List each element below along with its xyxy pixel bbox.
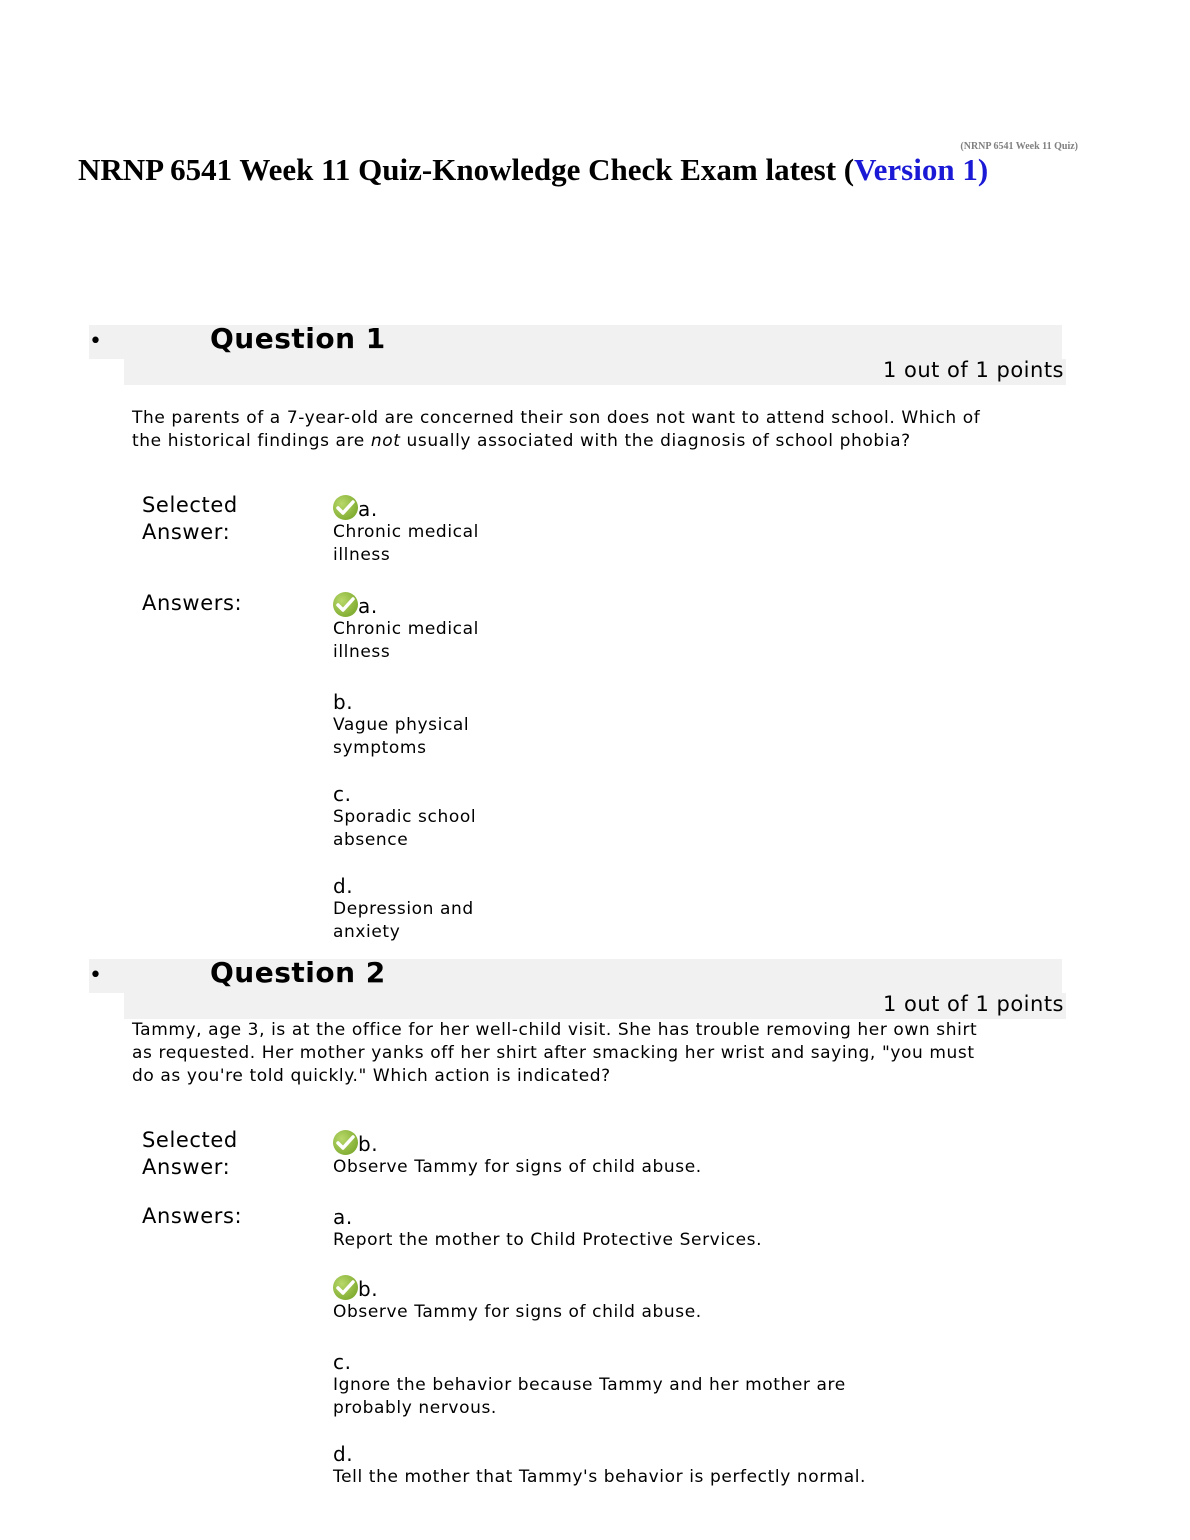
- answers-label: Answers:: [142, 1204, 243, 1228]
- title-version: Version 1): [854, 152, 989, 187]
- option-text: Depression and anxiety: [333, 899, 474, 942]
- option-text: Sporadic school absence: [333, 807, 477, 850]
- question-1-prompt: [132, 407, 992, 453]
- question-2-title: Question 2: [210, 956, 386, 989]
- option-letter: a.: [358, 497, 378, 521]
- option-text: Report the mother to Child Protective Services.: [333, 1230, 763, 1250]
- option-text: Chronic medical illness: [333, 619, 479, 662]
- question-1-answer-d: [333, 874, 498, 943]
- prompt-emphasis: not: [370, 431, 401, 451]
- question-1-selected-answer: [333, 495, 498, 566]
- prompt-text: The parents of a 7-year-old are concerned their son does not want to attend school. Which of the historical findings are: [132, 408, 981, 451]
- answers-label: Answers:: [142, 591, 243, 615]
- bullet: •: [89, 329, 102, 354]
- selected-answer-label: Selected Answer:: [142, 493, 238, 544]
- page-title: [78, 152, 988, 188]
- option-letter: d.: [333, 1442, 354, 1466]
- question-1-answer-a: [333, 592, 498, 663]
- option-letter: b.: [358, 1277, 379, 1301]
- option-letter: c.: [333, 1350, 352, 1374]
- option-letter: a.: [358, 594, 378, 618]
- header-note: (NRNP 6541 Week 11 Quiz): [960, 141, 1078, 152]
- question-2-answer-d: [333, 1442, 953, 1489]
- question-2-selected-answer: [333, 1130, 953, 1179]
- option-letter: b.: [358, 1132, 379, 1156]
- option-text: Observe Tammy for signs of child abuse.: [333, 1157, 702, 1177]
- selected-answer-label: Selected Answer:: [142, 1128, 238, 1179]
- option-letter: c.: [333, 782, 352, 806]
- option-text: Tell the mother that Tammy's behavior is perfectly normal.: [333, 1467, 867, 1487]
- option-letter: a.: [333, 1205, 353, 1229]
- correct-check-icon: [333, 592, 358, 617]
- bullet: •: [89, 963, 102, 988]
- correct-check-icon: [333, 1275, 358, 1300]
- option-letter: d.: [333, 874, 354, 898]
- question-2-prompt: Tammy, age 3, is at the office for her well-child visit. She has trouble removing her own shirt as requested. Her mother yanks off her shirt after smacking her wrist and saying, "you must do as you're told quickly." Which action is indicated?: [132, 1020, 978, 1086]
- option-text: Vague physical symptoms: [333, 715, 470, 758]
- prompt-text: usually associated with the diagnosis of school phobia?: [400, 431, 911, 451]
- question-1-title: Question 1: [210, 322, 386, 355]
- question-1-answer-b: [333, 690, 498, 759]
- option-letter: b.: [333, 690, 354, 714]
- correct-check-icon: [333, 1130, 358, 1155]
- option-text: Observe Tammy for signs of child abuse.: [333, 1302, 702, 1322]
- question-1-points: 1 out of 1 points: [882, 358, 1064, 382]
- question-2-answer-c: [333, 1350, 913, 1419]
- title-main: NRNP 6541 Week 11 Quiz-Knowledge Check Exam latest (: [78, 152, 855, 187]
- correct-check-icon: [333, 495, 358, 520]
- question-2-points: 1 out of 1 points: [882, 992, 1064, 1016]
- option-text: Ignore the behavior because Tammy and her mother are probably nervous.: [333, 1375, 846, 1418]
- question-1-answer-c: [333, 782, 498, 851]
- option-text: Chronic medical illness: [333, 522, 479, 565]
- question-2-answer-b: [333, 1275, 953, 1324]
- question-2-answer-a: [333, 1205, 953, 1252]
